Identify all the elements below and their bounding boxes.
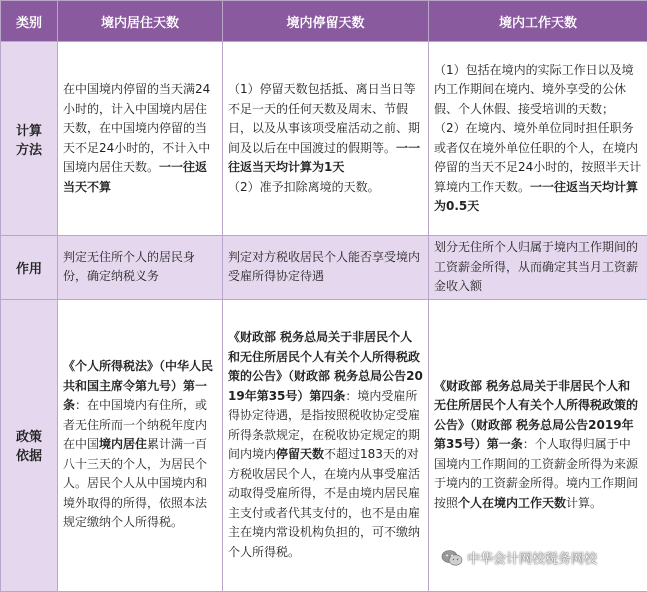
calc-work-cell: （1）包括在境内的实际工作日以及境内工作期间在境内、境外享受的公休假、个人休假、接受培训的天数； （2）在境内、境外单位同时担任职务或者仅在境外单位任职的个人，在境内停留的当天不足24小时的，按照半天计算境内工作天数。一一往返当天均计算为0.5天 (429, 42, 647, 236)
calc-method-label: 计算 方法 (1, 42, 58, 236)
role-label: 作用 (1, 236, 58, 300)
role-work-cell: 划分无住所个人归属于境内工作期间的工资薪金所得，从而确定其当月工资薪金收入额 (429, 236, 647, 300)
header-stay-days: 境内停留天数 (223, 1, 429, 42)
policy-stay-cell: 《财政部 税务总局关于非居民个人和无住所居民个人有关个人所得税政策的公告》（财政部 税务总局公告2019年第35号）第四条：境内受雇所得协定待遇，是指按照税收协定受雇所得条款规定，在税收协定规定的期间内境内停留天数不超过183天的对方税收居民个人，在境内从事受雇活动取得受雇所得，不是由境内居民雇主支付或者代其支付的，也不是由雇主在境内常设机构负担的，可不缴纳个人所得税。 (223, 299, 429, 591)
role-stay-cell: 判定对方税收居民个人能否享受境内受雇所得协定待遇 (223, 236, 429, 300)
calc-stay-cell: （1）停留天数包括抵、离日当日等不足一天的任何天数及周末、节假日，以及从事该项受雇活动之前、期间及以后在中国渡过的假期等。一一往返当天均计算为1天 （2）准予扣除离境的天数。 (223, 42, 429, 236)
header-residence-days: 境内居住天数 (58, 1, 223, 42)
wechat-icon (441, 549, 463, 567)
role-residence-cell: 判定无住所个人的居民身份，确定纳税义务 (58, 236, 223, 300)
header-row (1, 1, 647, 42)
policy-residence-cell: 《个人所得税法》（中华人民共和国主席令第九号）第一条：在中国境内有住所，或者无住所而一个纳税年度内在中国境内居住累计满一百八十三天的个人，为居民个人。居民个人从中国境内和境外取得的所得，依照本法规定缴纳个人所得税。 (58, 299, 223, 591)
watermark (441, 548, 597, 567)
role-row (1, 236, 647, 300)
calc-residence-cell: 在中国境内停留的当天满24小时的，计入中国境内居住天数，在中国境内停留的当天不足24小时的，不计入中国境内居住天数。一一往返当天不算 (58, 42, 223, 236)
policy-basis-label: 政策 依据 (1, 299, 58, 591)
calc-method-row (1, 42, 647, 236)
header-category: 类别 (1, 1, 58, 42)
policy-work-cell: 《财政部 税务总局关于非居民个人和无住所居民个人有关个人所得税政策的公告》（财政部 税务总局公告2019年第35号）第一条：个人取得归属于中国境内工作期间的工资薪金所得为来源于境内的工资薪金所得。境内工作期间按照个人在境内工作天数计算。 (429, 299, 647, 591)
watermark-text: 中华会计网校税务网校 (467, 548, 597, 567)
header-work-days: 境内工作天数 (429, 1, 647, 42)
